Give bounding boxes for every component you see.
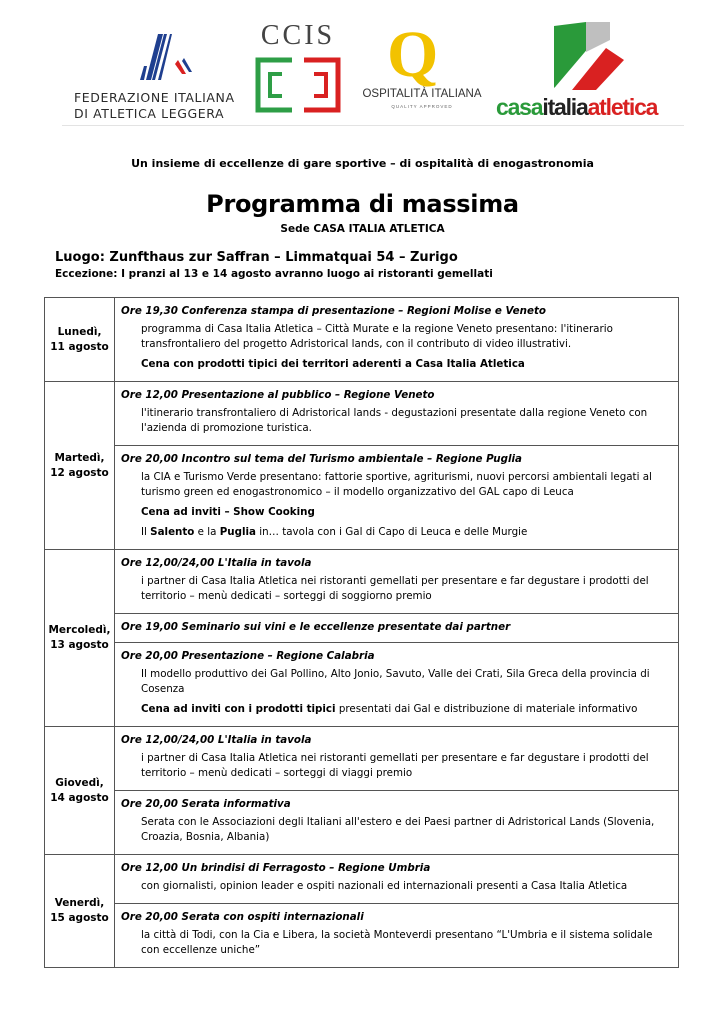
program-row (45, 298, 679, 382)
ospitalita-italiana-logo (357, 18, 487, 120)
event-heading: Ore 12,00/24,00 L'Italia in tavola (121, 734, 312, 746)
fidal-line-1: FEDERAZIONE ITALIANA (74, 90, 235, 105)
subtitle: Un insieme di eccellenze di gare sportive – di ospitalità di enogastronomia (131, 157, 594, 170)
event-description: la città di Todi, con la Cia e Libera, la società Monteverdi presentano “L'Umbria e il sistema solidale con eccellenze uniche” (141, 929, 653, 956)
ospitalita-tag: QUALITY APPROVED (391, 104, 453, 109)
event-description: l'itinerario transfrontaliero di Adristorical lands - degustazioni presentate dalla regione Veneto con l'azienda di promozione turistica. (141, 407, 648, 434)
ccis-text: CCIS (260, 20, 336, 51)
event-cell (115, 614, 679, 643)
casa-italia-house-icon (550, 18, 628, 92)
program-row (45, 614, 679, 643)
event-cell (115, 643, 679, 727)
event-heading: Ore 20,00 Serata informativa (121, 798, 291, 810)
location-line: Luogo: Zunfthaus zur Saffran – Limmatquai 54 – Zurigo (55, 250, 458, 265)
wordmark-casa: casa (496, 94, 543, 120)
day-label: Giovedì, 14 agosto (45, 727, 115, 855)
event-heading: Ore 12,00 Un brindisi di Ferragosto – Regione Umbria (121, 862, 431, 874)
event-description: i partner di Casa Italia Atletica nei ristoranti gemellati per presentare e far degustare i prodotti del territorio – menù dedicati – sorteggi di viaggi premio (141, 752, 649, 779)
event-heading: Ore 12,00 Presentazione al pubblico – Regione Veneto (121, 389, 435, 401)
fidal-logo (74, 30, 242, 122)
logo-banner (62, 14, 684, 126)
event-description: con giornalisti, opinion leader e ospiti nazionali ed internazionali presenti a Casa Italia Atletica (141, 880, 628, 892)
event-cell (115, 382, 679, 446)
day-label: Mercoledì, 13 agosto (45, 550, 115, 727)
program-row (45, 446, 679, 550)
event-description: Il modello produttivo dei Gal Pollino, Alto Jonio, Savuto, Valle dei Crati, Sila Greca della provincia di Cosenza (141, 668, 650, 695)
event-cell (115, 791, 679, 855)
sede-label: Sede CASA ITALIA ATLETICA (280, 223, 445, 235)
event-cell (115, 727, 679, 791)
casa-italia-wordmark (496, 94, 657, 121)
event-cell (115, 550, 679, 614)
fidal-emblem-icon (132, 30, 202, 86)
event-description: Il Salento e la Puglia in… tavola con i Gal di Capo di Leuca e delle Murgie (141, 526, 528, 538)
event-description: Cena con prodotti tipici dei territori aderenti a Casa Italia Atletica (141, 358, 525, 370)
wordmark-atletica: atletica (587, 94, 658, 120)
program-row (45, 727, 679, 791)
day-label: Venerdì, 15 agosto (45, 855, 115, 968)
program-table (44, 297, 679, 968)
event-description: i partner di Casa Italia Atletica nei ristoranti gemellati per presentare e far degustare i prodotti del territorio – menù dedicati – sorteggi di soggiorno premio (141, 575, 649, 602)
exception-note: Eccezione: I pranzi al 13 e 14 agosto avranno luogo ai ristoranti gemellati (55, 268, 493, 280)
day-label: Martedì, 12 agosto (45, 382, 115, 550)
ccis-logo (248, 20, 348, 120)
event-heading: Ore 19,00 Seminario sui vini e le eccellenze presentate dai partner (121, 621, 511, 633)
program-row (45, 643, 679, 727)
event-cell (115, 298, 679, 382)
program-row (45, 904, 679, 968)
event-heading: Ore 20,00 Presentazione – Regione Calabria (121, 650, 375, 662)
ccis-mark-icon (252, 54, 344, 116)
page-title: Programma di massima (206, 190, 519, 218)
ospitalita-q-letter: Q (387, 18, 439, 91)
event-description: la CIA e Turismo Verde presentano: fattorie sportive, agriturismi, nuovi percorsi ambientali legati al turismo green ed enogastronomico – il modello organizzativo del GAL capo di Leuca (141, 471, 652, 498)
event-heading: Ore 20,00 Serata con ospiti internazionali (121, 911, 364, 923)
event-description: Cena ad inviti con i prodotti tipici presentati dai Gal e distribuzione di materiale informativo (141, 703, 638, 715)
wordmark-italia: italia (542, 94, 588, 120)
ospitalita-name: OSPITALITÀ ITALIANA (362, 88, 482, 100)
event-cell (115, 904, 679, 968)
event-description: Cena ad inviti – Show Cooking (141, 506, 315, 518)
event-heading: Ore 19,30 Conferenza stampa di presentazione – Regioni Molise e Veneto (121, 305, 546, 317)
event-heading: Ore 12,00/24,00 L'Italia in tavola (121, 557, 312, 569)
program-row (45, 550, 679, 614)
program-row (45, 791, 679, 855)
banner-divider (62, 125, 684, 126)
event-heading: Ore 20,00 Incontro sul tema del Turismo ambientale – Regione Puglia (121, 453, 522, 465)
event-description: programma di Casa Italia Atletica – Città Murate e la regione Veneto presentano: l'itinerario transfrontaliero del progetto Adristorical lands, con il contributo di video illustrativi. (141, 323, 613, 350)
day-label: Lunedì, 11 agosto (45, 298, 115, 382)
fidal-line-2: DI ATLETICA LEGGERA (74, 106, 225, 121)
event-cell (115, 855, 679, 904)
event-cell (115, 446, 679, 550)
casa-italia-atletica-logo (496, 18, 684, 124)
program-row (45, 855, 679, 904)
event-description: Serata con le Associazioni degli Italiani all'estero e dei Paesi partner di Adristorical Lands (Slovenia, Croazia, Bosnia, Albania) (141, 816, 655, 843)
program-row (45, 382, 679, 446)
